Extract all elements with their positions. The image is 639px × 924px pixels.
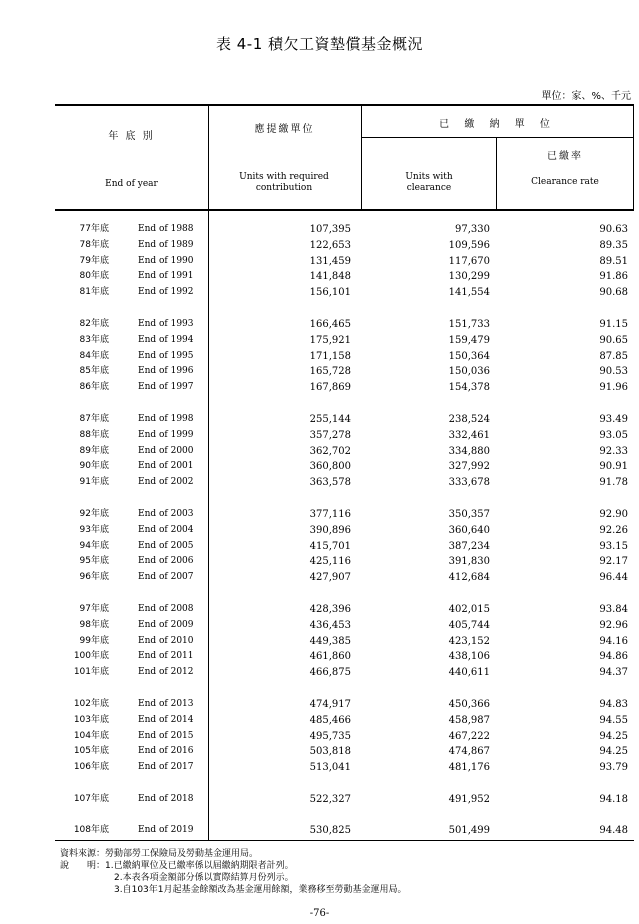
year-en: End of 2006 bbox=[138, 556, 194, 567]
year-en: End of 2003 bbox=[138, 509, 194, 519]
table-row bbox=[55, 364, 634, 379]
year-en: End of 2015 bbox=[138, 730, 194, 741]
cleared-units: 333,678 bbox=[448, 477, 490, 489]
table-row bbox=[55, 554, 634, 569]
cleared-units: 405,744 bbox=[448, 619, 490, 631]
year-en: End of 1999 bbox=[138, 429, 194, 440]
clearance-rate: 89.35 bbox=[599, 239, 628, 251]
year-zh: 104年底 bbox=[73, 730, 109, 741]
table-row bbox=[55, 634, 634, 649]
table-row bbox=[55, 475, 634, 490]
cleared-units: 387,234 bbox=[448, 540, 490, 552]
year-zh: 91年底 bbox=[79, 477, 109, 488]
clearance-rate: 93.84 bbox=[599, 604, 628, 615]
required-units: 255,144 bbox=[309, 414, 351, 425]
required-units: 156,101 bbox=[309, 287, 351, 299]
cleared-units: 391,830 bbox=[448, 556, 490, 568]
required-units: 107,395 bbox=[309, 224, 351, 235]
year-en: End of 2005 bbox=[138, 540, 194, 551]
table-row bbox=[55, 507, 634, 522]
note-3: 3.自103年1月起基金餘額改為基金運用餘額，業務移至勞動基金運用局。 bbox=[114, 885, 407, 895]
header-required-zh: 應提繳單位 bbox=[254, 124, 315, 135]
required-units: 513,041 bbox=[309, 762, 351, 774]
header-year-zh: 年 底 別 bbox=[108, 131, 155, 142]
clearance-rate: 93.49 bbox=[599, 414, 628, 425]
cleared-units: 238,524 bbox=[448, 414, 490, 425]
year-en: End of 1988 bbox=[138, 224, 194, 234]
year-en: End of 2008 bbox=[138, 604, 194, 614]
table-row bbox=[55, 444, 634, 459]
year-en: End of 1991 bbox=[138, 271, 194, 282]
table-row bbox=[55, 222, 634, 237]
table-row bbox=[55, 602, 634, 617]
clearance-rate: 93.15 bbox=[599, 540, 628, 552]
year-en: End of 2004 bbox=[138, 524, 194, 535]
table-row bbox=[55, 285, 634, 300]
table-row bbox=[55, 428, 634, 443]
year-zh: 97年底 bbox=[79, 604, 109, 614]
clearance-rate: 93.05 bbox=[599, 429, 628, 441]
table-bottom-border bbox=[55, 840, 634, 841]
year-zh: 83年底 bbox=[79, 334, 109, 345]
table-row bbox=[55, 729, 634, 744]
table-row bbox=[55, 523, 634, 538]
year-en: End of 2017 bbox=[138, 762, 194, 773]
year-zh: 85年底 bbox=[79, 366, 109, 377]
clearance-rate: 94.18 bbox=[599, 794, 628, 805]
table-top-border bbox=[55, 104, 634, 106]
year-zh: 98年底 bbox=[79, 619, 109, 630]
year-zh: 92年底 bbox=[79, 509, 109, 519]
cleared-units: 360,640 bbox=[448, 524, 490, 536]
cleared-units: 438,106 bbox=[448, 651, 490, 663]
clearance-rate: 89.51 bbox=[599, 255, 628, 267]
year-zh: 86年底 bbox=[79, 382, 109, 393]
required-units: 122,653 bbox=[309, 239, 351, 251]
cleared-units: 450,366 bbox=[448, 699, 490, 710]
year-zh: 79年底 bbox=[79, 255, 109, 266]
year-zh: 106年底 bbox=[73, 762, 109, 773]
required-units: 461,860 bbox=[309, 651, 351, 663]
year-zh: 80年底 bbox=[79, 271, 109, 282]
table-row bbox=[55, 823, 634, 838]
required-units: 171,158 bbox=[309, 350, 351, 362]
required-units: 175,921 bbox=[309, 334, 351, 346]
clearance-rate: 87.85 bbox=[599, 350, 628, 362]
required-units: 428,396 bbox=[309, 604, 351, 615]
page-number: -76- bbox=[309, 908, 330, 919]
year-zh: 100年底 bbox=[73, 651, 109, 662]
clearance-rate: 92.17 bbox=[599, 556, 628, 568]
required-units: 363,578 bbox=[309, 477, 351, 489]
year-en: End of 1997 bbox=[138, 382, 194, 393]
clearance-rate: 94.86 bbox=[599, 651, 628, 663]
year-zh: 101年底 bbox=[73, 667, 109, 678]
group-header-divider bbox=[361, 137, 634, 138]
required-units: 167,869 bbox=[309, 382, 351, 394]
year-en: End of 1994 bbox=[138, 334, 194, 345]
clearance-rate: 90.53 bbox=[599, 366, 628, 378]
clearance-rate: 94.16 bbox=[599, 635, 628, 647]
required-units: 415,701 bbox=[309, 540, 351, 552]
cleared-units: 151,733 bbox=[448, 319, 490, 330]
table-row bbox=[55, 254, 634, 269]
year-zh: 105年底 bbox=[73, 746, 109, 757]
year-en: End of 2002 bbox=[138, 477, 194, 488]
required-units: 522,327 bbox=[309, 794, 351, 805]
clearance-rate: 91.15 bbox=[599, 319, 628, 330]
required-units: 485,466 bbox=[309, 714, 351, 726]
year-en: End of 2000 bbox=[138, 445, 194, 456]
required-units: 165,728 bbox=[309, 366, 351, 378]
required-units: 495,735 bbox=[309, 730, 351, 742]
cleared-units: 440,611 bbox=[448, 667, 490, 679]
header-clearance-en: Units with clearance bbox=[405, 172, 453, 193]
year-en: End of 1993 bbox=[138, 319, 194, 329]
year-zh: 82年底 bbox=[79, 319, 109, 329]
year-en: End of 2010 bbox=[138, 635, 194, 646]
cleared-units: 412,684 bbox=[448, 572, 490, 584]
cleared-units: 423,152 bbox=[448, 635, 490, 647]
required-units: 474,917 bbox=[309, 699, 351, 710]
year-zh: 108年底 bbox=[73, 825, 109, 835]
required-units: 360,800 bbox=[309, 461, 351, 473]
table-row bbox=[55, 665, 634, 680]
cleared-units: 458,987 bbox=[448, 714, 490, 726]
cleared-units: 481,176 bbox=[448, 762, 490, 774]
cleared-units: 150,036 bbox=[448, 366, 490, 378]
clearance-rate: 92.33 bbox=[599, 445, 628, 457]
cleared-units: 474,867 bbox=[448, 746, 490, 758]
note-label: 說 明： bbox=[60, 861, 106, 871]
year-zh: 94年底 bbox=[79, 540, 109, 551]
year-en: End of 2018 bbox=[138, 794, 194, 804]
cleared-units: 130,299 bbox=[448, 271, 490, 283]
table-row bbox=[55, 539, 634, 554]
clearance-rate: 91.78 bbox=[599, 477, 628, 489]
required-units: 166,465 bbox=[309, 319, 351, 330]
header-paid-group-zh: 已 繳 納 單 位 bbox=[439, 119, 556, 130]
clearance-rate: 94.25 bbox=[599, 730, 628, 742]
required-units: 449,385 bbox=[309, 635, 351, 647]
cleared-units: 334,880 bbox=[448, 445, 490, 457]
table-row bbox=[55, 713, 634, 728]
note-1: 1.已繳納單位及已繳率係以屆繳納期限者計列。 bbox=[105, 861, 294, 871]
cleared-units: 491,952 bbox=[448, 794, 490, 805]
table-row bbox=[55, 349, 634, 364]
table-row bbox=[55, 412, 634, 427]
note-2: 2.本表各項金額部分係以實際結算月份列示。 bbox=[114, 873, 294, 883]
required-units: 436,453 bbox=[309, 619, 351, 631]
cleared-units: 97,330 bbox=[455, 224, 490, 235]
year-zh: 93年底 bbox=[79, 524, 109, 535]
required-units: 377,116 bbox=[309, 509, 351, 520]
required-units: 390,896 bbox=[309, 524, 351, 536]
year-en: End of 2001 bbox=[138, 461, 194, 472]
source-note: 資料來源：勞動部勞工保險局及勞動基金運用局。 bbox=[60, 849, 259, 859]
cleared-units: 402,015 bbox=[448, 604, 490, 615]
cleared-units: 141,554 bbox=[448, 287, 490, 299]
clearance-rate: 93.79 bbox=[599, 762, 628, 774]
table-row bbox=[55, 649, 634, 664]
clearance-rate: 94.55 bbox=[599, 714, 628, 726]
unit-label: 單位：家、%、千元 bbox=[541, 91, 631, 102]
clearance-rate: 90.91 bbox=[599, 461, 628, 473]
table-title: 表 4-1 積欠工資墊償基金概況 bbox=[215, 35, 424, 53]
table-row bbox=[55, 618, 634, 633]
required-units: 131,459 bbox=[309, 255, 351, 267]
notes bbox=[60, 848, 407, 896]
year-zh: 90年底 bbox=[79, 461, 109, 472]
cleared-units: 327,992 bbox=[448, 461, 490, 473]
clearance-rate: 90.68 bbox=[599, 287, 628, 299]
clearance-rate: 92.90 bbox=[599, 509, 628, 520]
year-zh: 78年底 bbox=[79, 239, 109, 250]
table-row bbox=[55, 459, 634, 474]
table-row bbox=[55, 238, 634, 253]
clearance-rate: 94.48 bbox=[599, 825, 628, 836]
table-row bbox=[55, 269, 634, 284]
clearance-rate: 91.96 bbox=[599, 382, 628, 394]
clearance-rate: 96.44 bbox=[599, 572, 628, 584]
clearance-rate: 90.63 bbox=[599, 224, 628, 235]
year-zh: 77年底 bbox=[79, 224, 109, 234]
header-rate-en: Clearance rate bbox=[531, 177, 599, 187]
required-units: 141,848 bbox=[309, 271, 351, 283]
cleared-units: 467,222 bbox=[448, 730, 490, 742]
table-row bbox=[55, 792, 634, 807]
table-row bbox=[55, 380, 634, 395]
cleared-units: 109,596 bbox=[448, 239, 490, 251]
year-en: End of 2016 bbox=[138, 746, 194, 757]
year-en: End of 1989 bbox=[138, 239, 194, 250]
table-row bbox=[55, 570, 634, 585]
year-zh: 95年底 bbox=[79, 556, 109, 567]
year-en: End of 1998 bbox=[138, 414, 194, 424]
year-zh: 96年底 bbox=[79, 572, 109, 583]
year-en: End of 1990 bbox=[138, 255, 194, 266]
table-row bbox=[55, 760, 634, 775]
year-zh: 81年底 bbox=[79, 287, 109, 298]
year-zh: 89年底 bbox=[79, 445, 109, 456]
year-en: End of 2019 bbox=[138, 825, 194, 835]
year-zh: 87年底 bbox=[79, 414, 109, 424]
year-en: End of 2009 bbox=[138, 619, 194, 630]
year-zh: 107年底 bbox=[73, 794, 109, 804]
header-rate-zh: 已繳率 bbox=[547, 151, 583, 162]
year-en: End of 2012 bbox=[138, 667, 194, 678]
required-units: 357,278 bbox=[309, 429, 351, 441]
cleared-units: 154,378 bbox=[448, 382, 490, 394]
clearance-rate: 90.65 bbox=[599, 334, 628, 346]
table-row bbox=[55, 697, 634, 712]
cleared-units: 501,499 bbox=[448, 825, 490, 836]
year-en: End of 2014 bbox=[138, 714, 194, 725]
explanation-line-1 bbox=[60, 860, 407, 872]
required-units: 503,818 bbox=[309, 746, 351, 758]
year-en: End of 2011 bbox=[138, 651, 194, 662]
cleared-units: 159,479 bbox=[448, 334, 490, 346]
year-zh: 103年底 bbox=[73, 714, 109, 725]
year-zh: 102年底 bbox=[73, 699, 109, 709]
year-en: End of 2013 bbox=[138, 699, 194, 709]
clearance-rate: 94.83 bbox=[599, 699, 628, 710]
clearance-rate: 92.96 bbox=[599, 619, 628, 631]
cleared-units: 117,670 bbox=[448, 255, 490, 267]
year-zh: 88年底 bbox=[79, 429, 109, 440]
required-units: 530,825 bbox=[309, 825, 351, 836]
clearance-rate: 91.86 bbox=[599, 271, 628, 283]
year-en: End of 1996 bbox=[138, 366, 194, 377]
year-zh: 99年底 bbox=[79, 635, 109, 646]
required-units: 362,702 bbox=[309, 445, 351, 457]
table-row bbox=[55, 317, 634, 332]
table-row bbox=[55, 333, 634, 348]
cleared-units: 350,357 bbox=[448, 509, 490, 520]
cleared-units: 150,364 bbox=[448, 350, 490, 362]
required-units: 427,907 bbox=[309, 572, 351, 584]
clearance-rate: 94.37 bbox=[599, 667, 628, 679]
clearance-rate: 92.26 bbox=[599, 524, 628, 536]
year-zh: 84年底 bbox=[79, 350, 109, 361]
header-bottom-border bbox=[55, 209, 634, 211]
table-row bbox=[55, 744, 634, 759]
header-required-en: Units with required contribution bbox=[239, 172, 329, 193]
year-en: End of 2007 bbox=[138, 572, 194, 583]
header-year-en: End of year bbox=[105, 179, 158, 189]
required-units: 466,875 bbox=[309, 667, 351, 679]
clearance-rate: 94.25 bbox=[599, 746, 628, 758]
required-units: 425,116 bbox=[309, 556, 351, 568]
cleared-units: 332,461 bbox=[448, 429, 490, 441]
year-en: End of 1995 bbox=[138, 350, 194, 361]
year-en: End of 1992 bbox=[138, 287, 194, 298]
